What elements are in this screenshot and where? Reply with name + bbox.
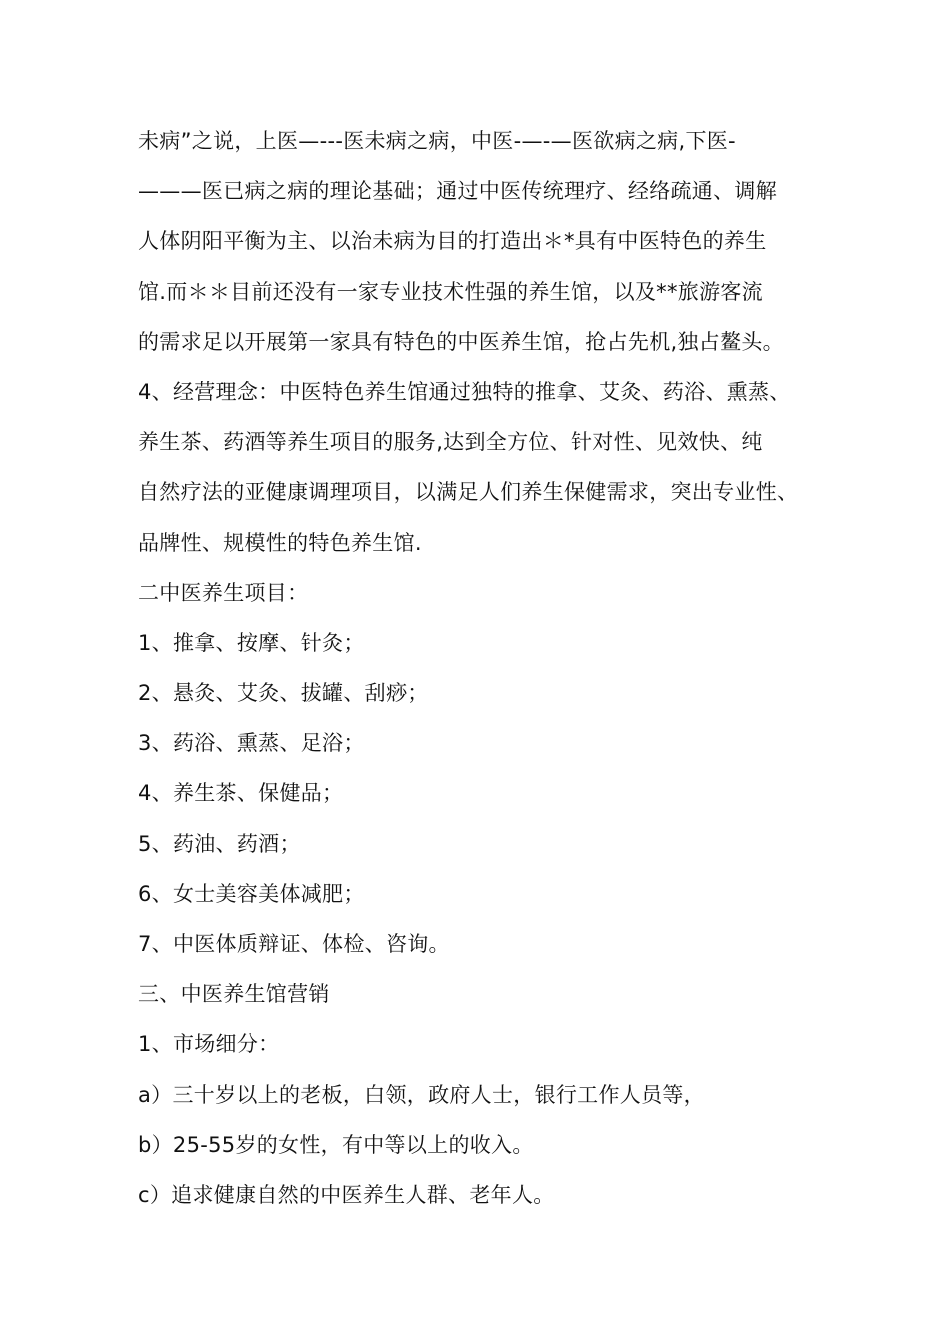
list-item: 3、药浴、熏蒸、足浴； (138, 731, 365, 756)
paragraph-line: 人体阴阳平衡为主、以治未病为目的打造出＊*具有中医特色的养生 (138, 229, 767, 254)
list-item: 7、中医体质辩证、体检、咨询。 (138, 932, 450, 956)
paragraph-line: 自然疗法的亚健康调理项目，以满足人们养生保健需求，突出专业性、 (138, 480, 799, 505)
section-item-business-philosophy: 4、经营理念：中医特色养生馆通过独特的推拿、艾灸、药浴、熏蒸、 (138, 379, 791, 404)
list-item: c）追求健康自然的中医养生人群、老年人。 (138, 1182, 555, 1207)
list-item: a）三十岁以上的老板，白领，政府人士，银行工作人员等， (138, 1082, 705, 1107)
list-item: 5、药油、药酒； (138, 831, 301, 856)
document-body (138, 116, 828, 1220)
list-item: 1、推拿、按摩、针灸； (138, 630, 365, 655)
subheading-market-segmentation: 1、市场细分： (138, 1032, 280, 1057)
paragraph-line: 馆.而＊＊目前还没有一家专业技术性强的养生馆，以及**旅游客流 (138, 279, 763, 304)
section-heading-projects: 二中医养生项目： (138, 580, 309, 605)
list-item: 2、悬灸、艾灸、拔罐、刮痧； (138, 681, 429, 706)
paragraph-line: 的需求足以开展第一家具有特色的中医养生馆，抢占先机,独占鳌头。 (138, 329, 784, 354)
section-heading-marketing: 三、中医养生馆营销 (138, 982, 330, 1007)
list-item: b）25-55岁的女性，有中等以上的收入。 (138, 1132, 534, 1157)
paragraph-line: 品牌性、规模性的特色养生馆. (138, 530, 422, 555)
list-item: 4、养生茶、保健品； (138, 781, 344, 806)
paragraph-line: 养生茶、药酒等养生项目的服务,达到全方位、针对性、见效快、纯 (138, 430, 763, 455)
paragraph-line: ———医已病之病的理论基础；通过中医传统理疗、经络疏通、调解 (138, 179, 777, 204)
list-item: 6、女士美容美体减肥； (138, 881, 365, 906)
paragraph-line: 未病”之说，上医—---医未病之病，中医-—-—医欲病之病,下医- (138, 129, 736, 153)
